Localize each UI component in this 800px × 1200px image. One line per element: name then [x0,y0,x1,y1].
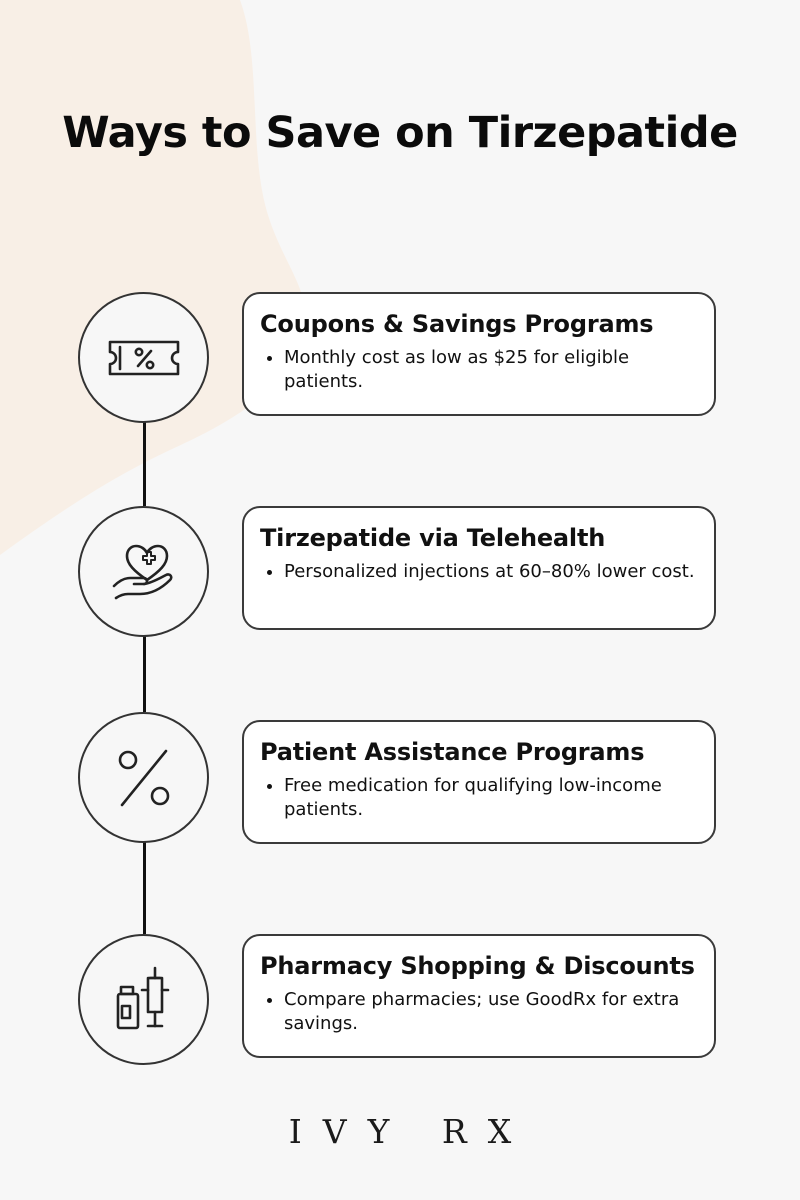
card-bullet: • Compare pharmacies; use GoodRx for extra savings. [284,988,698,1036]
vial-syringe-icon [104,960,184,1040]
heart-hand-icon [104,532,184,612]
savings-card [242,292,716,416]
assistance-icon-circle [78,712,209,843]
savings-card [242,506,716,630]
card-bullets [260,346,698,394]
card-heading: Patient Assistance Programs [260,738,645,766]
card-bullet: • Personalized injections at 60–80% lower cost. [284,560,698,584]
card-bullets [260,988,698,1036]
connector-line [143,636,146,712]
card-bullets [260,774,698,822]
connector-line [143,842,146,934]
card-bullet: • Monthly cost as low as $25 for eligible patients. [284,346,698,394]
card-heading: Tirzepatide via Telehealth [260,524,606,552]
percent-icon [104,738,184,818]
card-heading: Pharmacy Shopping & Discounts [260,952,695,980]
brand-logo: IVY RX [288,1112,533,1151]
pharmacy-icon-circle [78,934,209,1065]
connector-line [143,422,146,506]
savings-card [242,720,716,844]
card-bullet: • Free medication for qualifying low-income patients. [284,774,698,822]
coupon-icon-circle [78,292,209,423]
card-heading: Coupons & Savings Programs [260,310,654,338]
telehealth-icon-circle [78,506,209,637]
savings-card [242,934,716,1058]
coupon-percent-icon [104,318,184,398]
card-bullets [260,560,698,584]
page-title: Ways to Save on Tirzepatide [62,108,738,158]
